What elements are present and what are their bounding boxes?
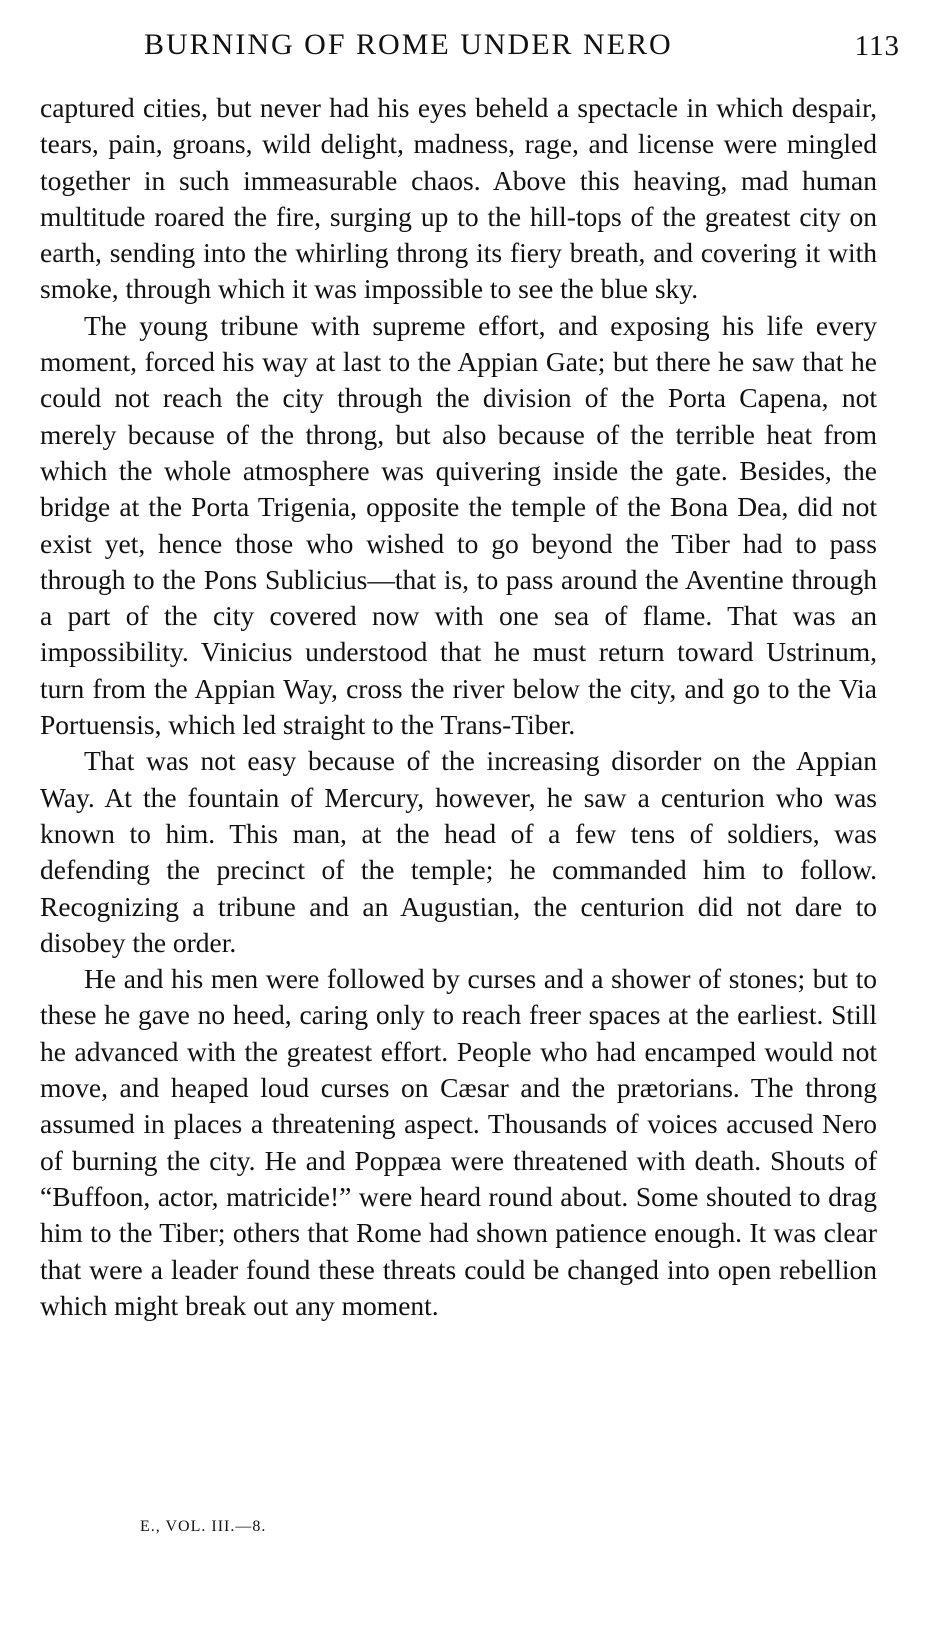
body-text	[40, 90, 877, 1324]
signature-mark: E., VOL. III.—8.	[140, 1518, 267, 1535]
running-title: BURNING OF ROME UNDER NERO	[144, 28, 673, 61]
paragraph: He and his men were followed by curses and a shower of stones; but to these he gave no heed, caring only to reach freer spaces at the earliest. Still he advanced with the greatest effort. People who had encamped would not move, and heaped loud curses on Cæsar and the prætorians. The throng assumed in places a threatening aspect. Thousands of voices accused Nero of burning the city. He and Poppæa were threatened with death. Shouts of “Buffoon, actor, matricide!” were heard round about. Some shouted to drag him to the Tiber; others that Rome had shown patience enough. It was clear that were a leader found these threats could be changed into open rebellion which might break out any moment.	[40, 963, 877, 1321]
running-head	[40, 28, 900, 68]
paragraph: The young tribune with supreme effort, and exposing his life every moment, forced his way at last to the Appian Gate; but there he saw that he could not reach the city through the division of the Porta Capena, not merely because of the throng, but also because of the terrible heat from which the whole atmosphere was quivering inside the gate. Besides, the bridge at the Porta Trigenia, opposite the temple of the Bona Dea, did not exist yet, hence those who wished to go beyond the Tiber had to pass through to the Pons Sublicius—that is, to pass around the Aventine through a part of the city covered now with one sea of flame. That was an impossibility. Vinicius understood that he must return toward Ustrinum, turn from the Appian Way, cross the river below the city, and go to the Via Portuensis, which led straight to the Trans-Tiber.	[40, 309, 877, 741]
paragraph-continuation: captured cities, but never had his eyes beheld a spectacle in which despair, tears, pain, groans, wild delight, madness, rage, and license were mingled together in such immeasurable chaos. Above this heaving, mad human multitude roared the fire, surging up to the hill-tops of the greatest city on earth, sending into the whirling throng its fiery breath, and covering it with smoke, through which it was impossible to see the blue sky.	[40, 92, 877, 305]
paragraph: That was not easy because of the increasing disorder on the Appian Way. At the fountain of Mercury, however, he saw a centurion who was known to him. This man, at the head of a few tens of soldiers, was defending the precinct of the temple; he commanded him to follow. Recognizing a tribune and an Augustian, the centurion did not dare to disobey the order.	[40, 745, 877, 958]
page-number: 113	[854, 30, 900, 62]
